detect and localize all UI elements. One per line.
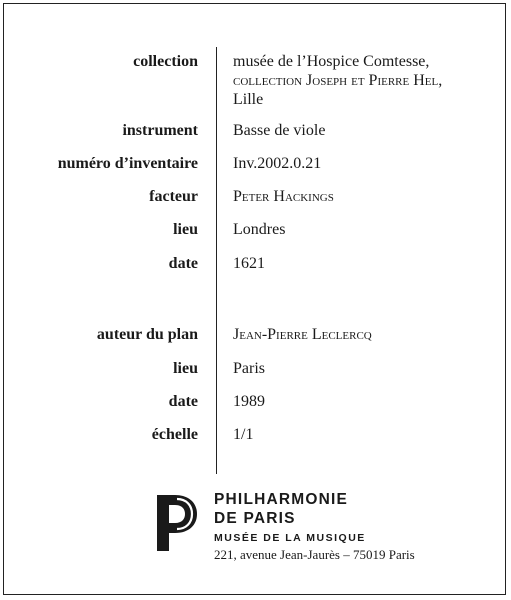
value-collection-line-2: collection Joseph et Pierre Hel, — [233, 72, 443, 89]
brand-name-line-1: PHILHARMONIE — [214, 491, 349, 508]
label-inventory-number: numéro d’inventaire — [57, 155, 198, 172]
value-collection-line-1: musée de l’Hospice Comtesse, — [233, 53, 430, 70]
value-collection-line-3: Lille — [233, 91, 264, 108]
row-scale — [0, 425, 511, 445]
brand-subtitle: MUSÉE DE LA MUSIQUE — [214, 532, 366, 544]
value-instrument: Basse de viole — [233, 122, 326, 139]
row-plan-place — [0, 359, 511, 379]
row-inventory-number — [0, 154, 511, 174]
label-plan-place: lieu — [173, 360, 198, 377]
label-date: date — [168, 255, 198, 272]
row-date — [0, 254, 511, 274]
label-place: lieu — [173, 221, 198, 238]
label-scale: échelle — [151, 426, 198, 443]
value-plan-date: 1989 — [233, 393, 265, 410]
philharmonie-logo-icon — [155, 493, 199, 553]
row-place — [0, 220, 511, 240]
value-plan-author: Jean-Pierre Leclercq — [233, 326, 372, 343]
row-plan-author — [0, 325, 511, 345]
brand-name-line-2: DE PARIS — [214, 510, 296, 527]
row-instrument — [0, 121, 511, 141]
label-plan-date: date — [168, 393, 198, 410]
value-inventory-number: Inv.2002.0.21 — [233, 155, 322, 172]
label-instrument: instrument — [122, 122, 198, 139]
value-date: 1621 — [233, 255, 265, 272]
row-maker — [0, 187, 511, 207]
footer-brand — [214, 490, 415, 564]
row-plan-date — [0, 392, 511, 412]
row-collection — [0, 52, 511, 108]
value-collection — [233, 52, 442, 109]
value-place: Londres — [233, 221, 286, 238]
label-collection: collection — [133, 53, 198, 70]
label-maker: facteur — [149, 188, 198, 205]
value-maker: Peter Hackings — [233, 188, 334, 205]
brand-address: 221, avenue Jean-Jaurès – 75019 Paris — [214, 547, 415, 562]
label-plan-author: auteur du plan — [96, 326, 198, 343]
value-scale: 1/1 — [233, 426, 254, 443]
value-plan-place: Paris — [233, 360, 265, 377]
